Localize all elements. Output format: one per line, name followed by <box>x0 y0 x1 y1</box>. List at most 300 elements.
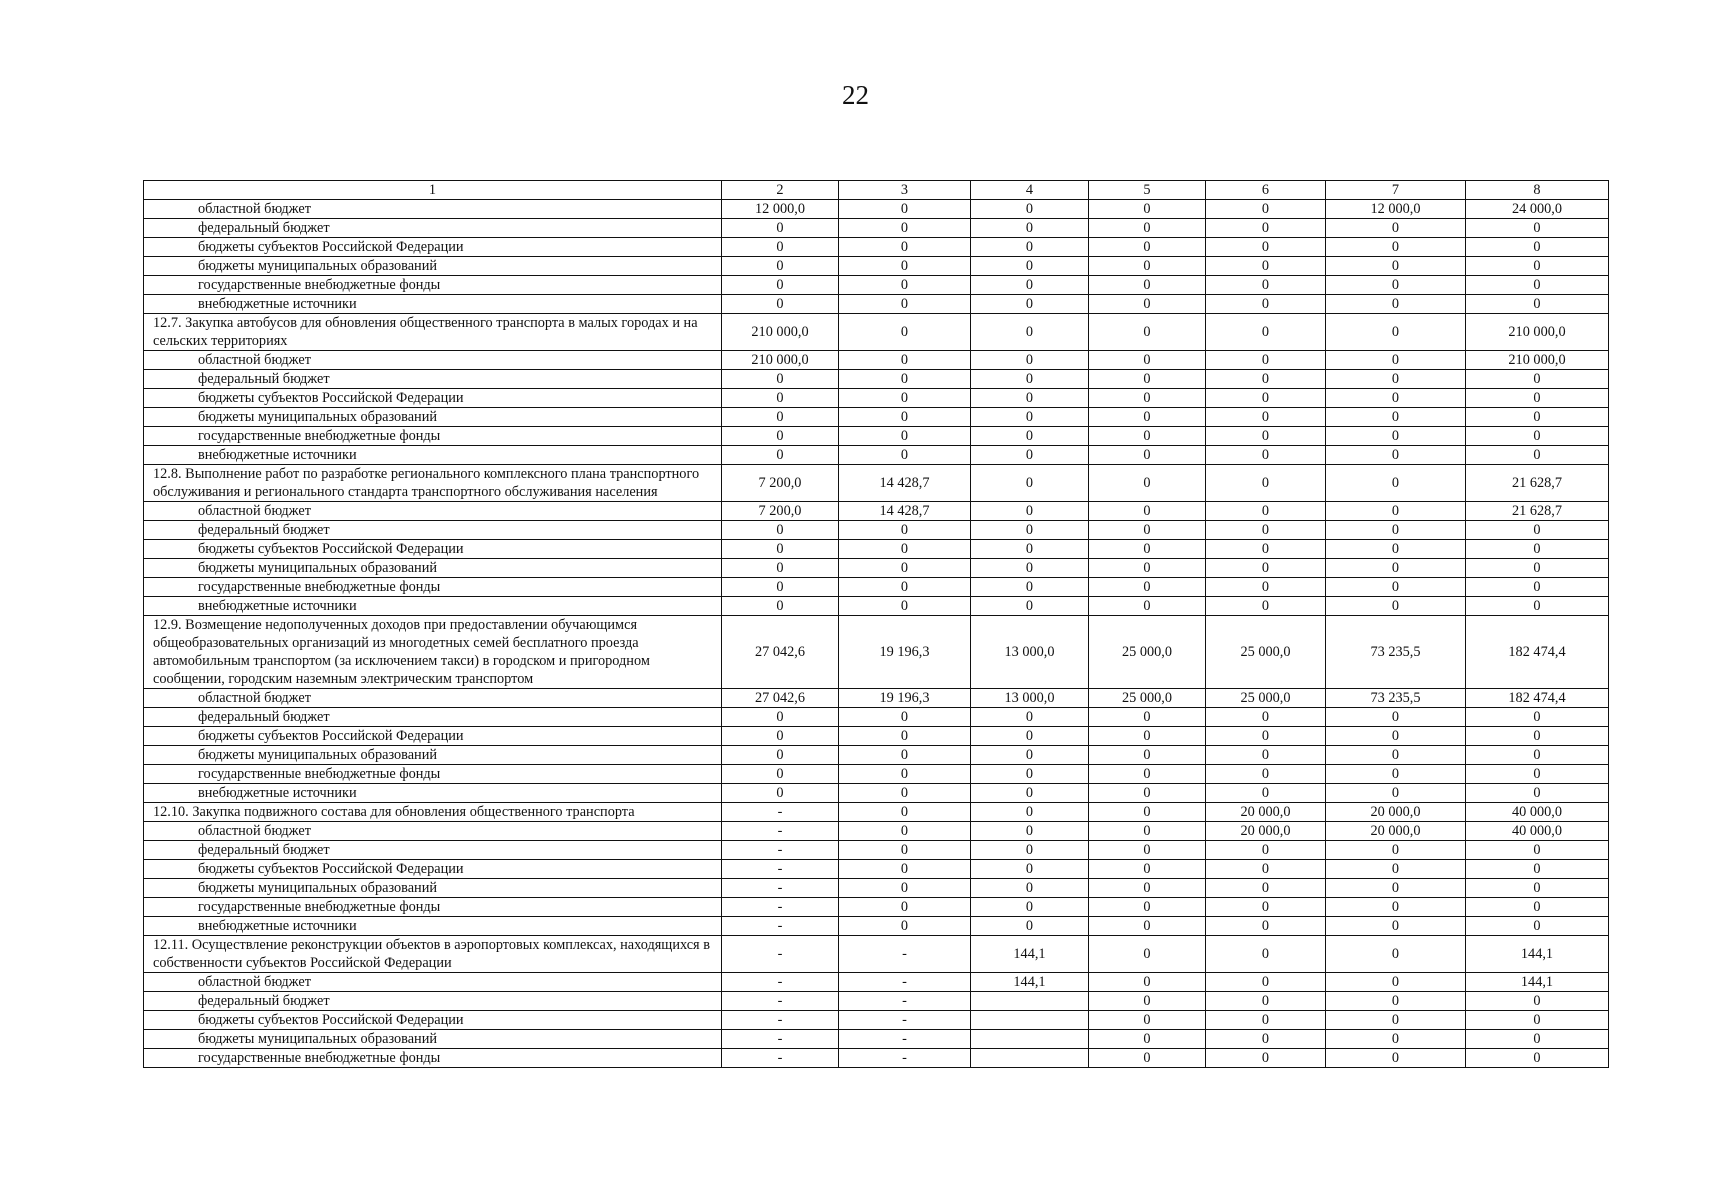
value-cell: 0 <box>1466 708 1609 727</box>
value-cell: 0 <box>722 276 839 295</box>
table-row <box>144 689 1609 708</box>
value-cell: 0 <box>1089 465 1206 502</box>
header-cell: 1 <box>144 181 722 200</box>
value-cell: 0 <box>1089 295 1206 314</box>
source-name-cell: областной бюджет <box>144 689 722 708</box>
value-cell: 0 <box>1206 898 1326 917</box>
source-name-cell: бюджеты муниципальных образований <box>144 559 722 578</box>
source-name-cell: областной бюджет <box>144 200 722 219</box>
source-name-cell: внебюджетные источники <box>144 917 722 936</box>
value-cell: 0 <box>1089 219 1206 238</box>
value-cell: 13 000,0 <box>971 689 1089 708</box>
value-cell: 0 <box>1466 746 1609 765</box>
value-cell: 0 <box>1089 408 1206 427</box>
value-cell: 0 <box>971 917 1089 936</box>
value-cell: 0 <box>1206 389 1326 408</box>
value-cell: 0 <box>971 784 1089 803</box>
table-row <box>144 1049 1609 1068</box>
value-cell: 0 <box>1206 200 1326 219</box>
source-name-cell: государственные внебюджетные фонды <box>144 578 722 597</box>
header-cell: 3 <box>839 181 971 200</box>
value-cell: - <box>722 973 839 992</box>
value-cell: 19 196,3 <box>839 689 971 708</box>
value-cell: 0 <box>722 727 839 746</box>
table-row <box>144 727 1609 746</box>
value-cell: 0 <box>1089 257 1206 276</box>
value-cell: 0 <box>1206 784 1326 803</box>
table-row <box>144 408 1609 427</box>
value-cell: 0 <box>1466 784 1609 803</box>
value-cell: 0 <box>722 219 839 238</box>
value-cell: 0 <box>1206 992 1326 1011</box>
source-name-cell: государственные внебюджетные фонды <box>144 765 722 784</box>
source-name-cell: федеральный бюджет <box>144 992 722 1011</box>
value-cell: 0 <box>1326 879 1466 898</box>
table-row <box>144 1011 1609 1030</box>
value-cell: - <box>722 992 839 1011</box>
value-cell: 0 <box>1089 1011 1206 1030</box>
value-cell: 0 <box>1466 765 1609 784</box>
value-cell: 0 <box>1089 803 1206 822</box>
table-row <box>144 370 1609 389</box>
source-name-cell: бюджеты муниципальных образований <box>144 257 722 276</box>
value-cell: 0 <box>1466 841 1609 860</box>
source-name-cell: бюджеты муниципальных образований <box>144 408 722 427</box>
value-cell: 0 <box>1466 427 1609 446</box>
value-cell: 144,1 <box>971 936 1089 973</box>
table-row-section <box>144 465 1609 502</box>
value-cell: 0 <box>1466 898 1609 917</box>
value-cell: 0 <box>971 822 1089 841</box>
value-cell <box>971 1049 1089 1068</box>
source-name-cell: федеральный бюджет <box>144 521 722 540</box>
value-cell: 0 <box>971 276 1089 295</box>
value-cell: 0 <box>1089 200 1206 219</box>
table-row <box>144 295 1609 314</box>
value-cell: 0 <box>722 578 839 597</box>
value-cell: 0 <box>971 898 1089 917</box>
value-cell: 210 000,0 <box>722 314 839 351</box>
value-cell: 0 <box>1326 765 1466 784</box>
value-cell: 0 <box>722 784 839 803</box>
value-cell: 0 <box>971 803 1089 822</box>
table-row-section <box>144 936 1609 973</box>
source-name-cell: государственные внебюджетные фонды <box>144 898 722 917</box>
source-name-cell: внебюджетные источники <box>144 784 722 803</box>
value-cell: 12 000,0 <box>722 200 839 219</box>
value-cell: 0 <box>1326 727 1466 746</box>
value-cell: 0 <box>1326 841 1466 860</box>
table-row <box>144 784 1609 803</box>
value-cell: 0 <box>722 708 839 727</box>
section-title-cell: 12.11. Осуществление реконструкции объектов в аэропортовых комплексах, находящихся в собственности субъектов Российской Федерации <box>144 936 722 973</box>
value-cell: 0 <box>1089 860 1206 879</box>
value-cell: 0 <box>1466 597 1609 616</box>
value-cell: 0 <box>1326 540 1466 559</box>
value-cell: 25 000,0 <box>1206 616 1326 689</box>
value-cell: 0 <box>839 860 971 879</box>
source-name-cell: бюджеты субъектов Российской Федерации <box>144 540 722 559</box>
section-title-cell: 12.9. Возмещение недополученных доходов при предоставлении обучающимся общеобразовательных организаций из многодетных семей бесплатного проезда автомобильным транспортом (за исключением такси) в городском и пригородном сообщении, городским наземным электрическим транспортом <box>144 616 722 689</box>
value-cell: 210 000,0 <box>722 351 839 370</box>
value-cell: - <box>839 1049 971 1068</box>
value-cell: 182 474,4 <box>1466 689 1609 708</box>
value-cell: 0 <box>971 200 1089 219</box>
value-cell: 0 <box>971 389 1089 408</box>
value-cell: 0 <box>839 540 971 559</box>
value-cell: 0 <box>1326 408 1466 427</box>
value-cell: 0 <box>1326 427 1466 446</box>
value-cell: 0 <box>839 727 971 746</box>
value-cell: 0 <box>971 578 1089 597</box>
table-row <box>144 765 1609 784</box>
value-cell: 12 000,0 <box>1326 200 1466 219</box>
value-cell: - <box>722 936 839 973</box>
value-cell: 0 <box>1326 1049 1466 1068</box>
table-row <box>144 822 1609 841</box>
value-cell: - <box>722 917 839 936</box>
value-cell: 0 <box>1206 746 1326 765</box>
value-cell <box>971 1030 1089 1049</box>
value-cell: 0 <box>722 427 839 446</box>
table-row-section <box>144 803 1609 822</box>
source-name-cell: бюджеты субъектов Российской Федерации <box>144 727 722 746</box>
value-cell: 0 <box>1089 898 1206 917</box>
value-cell: 0 <box>722 389 839 408</box>
value-cell: 0 <box>1466 578 1609 597</box>
header-cell: 7 <box>1326 181 1466 200</box>
value-cell: 0 <box>1089 992 1206 1011</box>
value-cell: 0 <box>1206 1049 1326 1068</box>
value-cell: 0 <box>839 917 971 936</box>
value-cell: 0 <box>971 708 1089 727</box>
value-cell: 0 <box>839 879 971 898</box>
value-cell: 0 <box>1089 879 1206 898</box>
source-name-cell: федеральный бюджет <box>144 219 722 238</box>
value-cell: 0 <box>839 314 971 351</box>
value-cell: 0 <box>722 521 839 540</box>
value-cell: 0 <box>1089 973 1206 992</box>
value-cell: 0 <box>1206 841 1326 860</box>
value-cell: 0 <box>722 257 839 276</box>
source-name-cell: бюджеты муниципальных образований <box>144 746 722 765</box>
value-cell: 0 <box>1089 370 1206 389</box>
value-cell: 0 <box>971 238 1089 257</box>
value-cell: 0 <box>1466 219 1609 238</box>
value-cell: 0 <box>1206 521 1326 540</box>
value-cell: 0 <box>839 370 971 389</box>
value-cell: 210 000,0 <box>1466 351 1609 370</box>
value-cell: 0 <box>1326 936 1466 973</box>
value-cell: 0 <box>1206 597 1326 616</box>
value-cell: 0 <box>1089 559 1206 578</box>
value-cell: 0 <box>839 784 971 803</box>
value-cell: - <box>722 822 839 841</box>
value-cell: - <box>722 860 839 879</box>
value-cell: 0 <box>971 295 1089 314</box>
value-cell: 20 000,0 <box>1326 822 1466 841</box>
source-name-cell: федеральный бюджет <box>144 370 722 389</box>
table-row <box>144 746 1609 765</box>
value-cell: 0 <box>839 200 971 219</box>
value-cell: 0 <box>1326 370 1466 389</box>
value-cell: 0 <box>1466 559 1609 578</box>
table-row <box>144 841 1609 860</box>
value-cell: 0 <box>1466 1011 1609 1030</box>
value-cell: 40 000,0 <box>1466 803 1609 822</box>
value-cell: 0 <box>971 879 1089 898</box>
source-name-cell: государственные внебюджетные фонды <box>144 276 722 295</box>
value-cell: 20 000,0 <box>1206 822 1326 841</box>
value-cell: 27 042,6 <box>722 689 839 708</box>
source-name-cell: федеральный бюджет <box>144 708 722 727</box>
table-row-section <box>144 314 1609 351</box>
value-cell: 182 474,4 <box>1466 616 1609 689</box>
value-cell: 0 <box>1089 765 1206 784</box>
value-cell: 0 <box>1466 879 1609 898</box>
value-cell: 0 <box>1089 784 1206 803</box>
value-cell: 0 <box>971 219 1089 238</box>
value-cell: 14 428,7 <box>839 465 971 502</box>
value-cell: 0 <box>722 540 839 559</box>
value-cell: 0 <box>1089 276 1206 295</box>
value-cell: 0 <box>1206 879 1326 898</box>
value-cell: - <box>722 803 839 822</box>
table-row <box>144 200 1609 219</box>
header-cell: 4 <box>971 181 1089 200</box>
source-name-cell: бюджеты муниципальных образований <box>144 1030 722 1049</box>
value-cell: 0 <box>1089 727 1206 746</box>
value-cell: 7 200,0 <box>722 502 839 521</box>
value-cell: 0 <box>1089 746 1206 765</box>
value-cell: 0 <box>971 597 1089 616</box>
value-cell: 0 <box>839 708 971 727</box>
value-cell: 0 <box>1089 822 1206 841</box>
value-cell: 0 <box>722 370 839 389</box>
value-cell: 25 000,0 <box>1089 616 1206 689</box>
value-cell: - <box>722 898 839 917</box>
value-cell: 0 <box>1206 446 1326 465</box>
value-cell: 0 <box>1206 727 1326 746</box>
value-cell: 0 <box>1326 746 1466 765</box>
source-name-cell: внебюджетные источники <box>144 597 722 616</box>
table-row <box>144 992 1609 1011</box>
value-cell: 0 <box>1466 408 1609 427</box>
value-cell: 0 <box>1326 238 1466 257</box>
value-cell: 0 <box>1326 257 1466 276</box>
value-cell: 0 <box>971 502 1089 521</box>
value-cell: 20 000,0 <box>1206 803 1326 822</box>
table-row <box>144 973 1609 992</box>
value-cell: 0 <box>1466 1049 1609 1068</box>
table-row <box>144 540 1609 559</box>
source-name-cell: областной бюджет <box>144 973 722 992</box>
value-cell: 0 <box>1089 314 1206 351</box>
source-name-cell: бюджеты субъектов Российской Федерации <box>144 1011 722 1030</box>
value-cell: 14 428,7 <box>839 502 971 521</box>
table-row <box>144 219 1609 238</box>
value-cell: 0 <box>1466 257 1609 276</box>
value-cell: 0 <box>1466 860 1609 879</box>
header-row <box>144 181 1609 200</box>
value-cell: 0 <box>839 351 971 370</box>
value-cell: 0 <box>839 389 971 408</box>
value-cell: 0 <box>971 727 1089 746</box>
value-cell: 0 <box>839 841 971 860</box>
table-row <box>144 446 1609 465</box>
value-cell: 0 <box>1206 1030 1326 1049</box>
table-row <box>144 597 1609 616</box>
table-row <box>144 578 1609 597</box>
value-cell: 0 <box>1206 936 1326 973</box>
budget-table <box>143 180 1609 1068</box>
table-row <box>144 276 1609 295</box>
value-cell: 0 <box>1089 936 1206 973</box>
value-cell: - <box>839 1011 971 1030</box>
value-cell: 0 <box>722 597 839 616</box>
table-row <box>144 860 1609 879</box>
value-cell: 0 <box>1206 351 1326 370</box>
value-cell <box>971 1011 1089 1030</box>
value-cell: 0 <box>1466 1030 1609 1049</box>
value-cell: 0 <box>1206 765 1326 784</box>
value-cell: 0 <box>839 898 971 917</box>
value-cell: 24 000,0 <box>1466 200 1609 219</box>
value-cell: 0 <box>971 465 1089 502</box>
value-cell: 0 <box>839 219 971 238</box>
value-cell: 0 <box>722 446 839 465</box>
value-cell: 0 <box>1206 708 1326 727</box>
value-cell: 0 <box>839 238 971 257</box>
value-cell: 0 <box>1089 708 1206 727</box>
value-cell: 0 <box>1206 219 1326 238</box>
section-title-cell: 12.8. Выполнение работ по разработке регионального комплексного плана транспортного обслуживания и регионального стандарта транспортного обслуживания населения <box>144 465 722 502</box>
value-cell: 0 <box>1326 578 1466 597</box>
source-name-cell: внебюджетные источники <box>144 295 722 314</box>
value-cell: 0 <box>1206 238 1326 257</box>
table-row-section <box>144 616 1609 689</box>
value-cell: 0 <box>1466 446 1609 465</box>
value-cell: 0 <box>1326 295 1466 314</box>
table-row <box>144 1030 1609 1049</box>
value-cell: 25 000,0 <box>1206 689 1326 708</box>
value-cell: 0 <box>1089 427 1206 446</box>
value-cell: 0 <box>839 295 971 314</box>
value-cell: 0 <box>1326 314 1466 351</box>
value-cell: 0 <box>1466 521 1609 540</box>
value-cell: 0 <box>1326 559 1466 578</box>
value-cell: 0 <box>839 765 971 784</box>
value-cell: 0 <box>839 597 971 616</box>
value-cell: 0 <box>839 521 971 540</box>
value-cell: 0 <box>1206 502 1326 521</box>
table-row <box>144 708 1609 727</box>
source-name-cell: областной бюджет <box>144 351 722 370</box>
value-cell: 0 <box>971 257 1089 276</box>
value-cell: 0 <box>1089 540 1206 559</box>
table-row <box>144 257 1609 276</box>
value-cell: 0 <box>1206 314 1326 351</box>
value-cell: 0 <box>1206 295 1326 314</box>
value-cell: 0 <box>1089 841 1206 860</box>
value-cell: 0 <box>1089 389 1206 408</box>
table-row <box>144 351 1609 370</box>
value-cell: 0 <box>839 578 971 597</box>
value-cell: 0 <box>839 427 971 446</box>
table-row <box>144 917 1609 936</box>
value-cell: 210 000,0 <box>1466 314 1609 351</box>
value-cell: 0 <box>1326 917 1466 936</box>
value-cell: 0 <box>839 746 971 765</box>
value-cell: 0 <box>1326 1011 1466 1030</box>
value-cell <box>971 992 1089 1011</box>
value-cell: 0 <box>1089 1030 1206 1049</box>
table-row <box>144 898 1609 917</box>
value-cell: 0 <box>1206 427 1326 446</box>
value-cell: 0 <box>1466 992 1609 1011</box>
value-cell: 0 <box>1206 465 1326 502</box>
source-name-cell: бюджеты муниципальных образований <box>144 879 722 898</box>
value-cell: - <box>722 1011 839 1030</box>
header-cell: 8 <box>1466 181 1609 200</box>
section-title-cell: 12.10. Закупка подвижного состава для обновления общественного транспорта <box>144 803 722 822</box>
value-cell: 0 <box>1466 727 1609 746</box>
value-cell: 0 <box>722 559 839 578</box>
value-cell: 0 <box>1466 917 1609 936</box>
source-name-cell: бюджеты субъектов Российской Федерации <box>144 238 722 257</box>
value-cell: 0 <box>1206 578 1326 597</box>
value-cell: 0 <box>1326 973 1466 992</box>
value-cell: 0 <box>1089 351 1206 370</box>
value-cell: 0 <box>971 559 1089 578</box>
value-cell: 0 <box>722 765 839 784</box>
value-cell: 0 <box>839 446 971 465</box>
value-cell: 0 <box>971 521 1089 540</box>
table-body <box>144 181 1609 1068</box>
table-row <box>144 238 1609 257</box>
value-cell: 0 <box>1326 465 1466 502</box>
value-cell: 0 <box>1466 238 1609 257</box>
value-cell: 40 000,0 <box>1466 822 1609 841</box>
value-cell: 0 <box>1089 1049 1206 1068</box>
value-cell: 0 <box>1089 917 1206 936</box>
value-cell: 0 <box>971 370 1089 389</box>
source-name-cell: внебюджетные источники <box>144 446 722 465</box>
value-cell: 0 <box>971 408 1089 427</box>
value-cell: 0 <box>1206 540 1326 559</box>
value-cell: 0 <box>839 257 971 276</box>
value-cell: 0 <box>1466 370 1609 389</box>
value-cell: 0 <box>839 803 971 822</box>
value-cell: 0 <box>1466 276 1609 295</box>
value-cell: 73 235,5 <box>1326 616 1466 689</box>
value-cell: 0 <box>1206 1011 1326 1030</box>
value-cell: 0 <box>1326 860 1466 879</box>
value-cell: 0 <box>971 860 1089 879</box>
value-cell: 0 <box>1326 784 1466 803</box>
value-cell: 0 <box>1326 898 1466 917</box>
value-cell: 0 <box>1206 257 1326 276</box>
value-cell: 21 628,7 <box>1466 465 1609 502</box>
value-cell: 0 <box>722 408 839 427</box>
value-cell: 13 000,0 <box>971 616 1089 689</box>
value-cell: 0 <box>1206 973 1326 992</box>
source-name-cell: бюджеты субъектов Российской Федерации <box>144 860 722 879</box>
value-cell: 0 <box>971 540 1089 559</box>
value-cell: 0 <box>1089 597 1206 616</box>
value-cell: 21 628,7 <box>1466 502 1609 521</box>
value-cell: 0 <box>722 295 839 314</box>
